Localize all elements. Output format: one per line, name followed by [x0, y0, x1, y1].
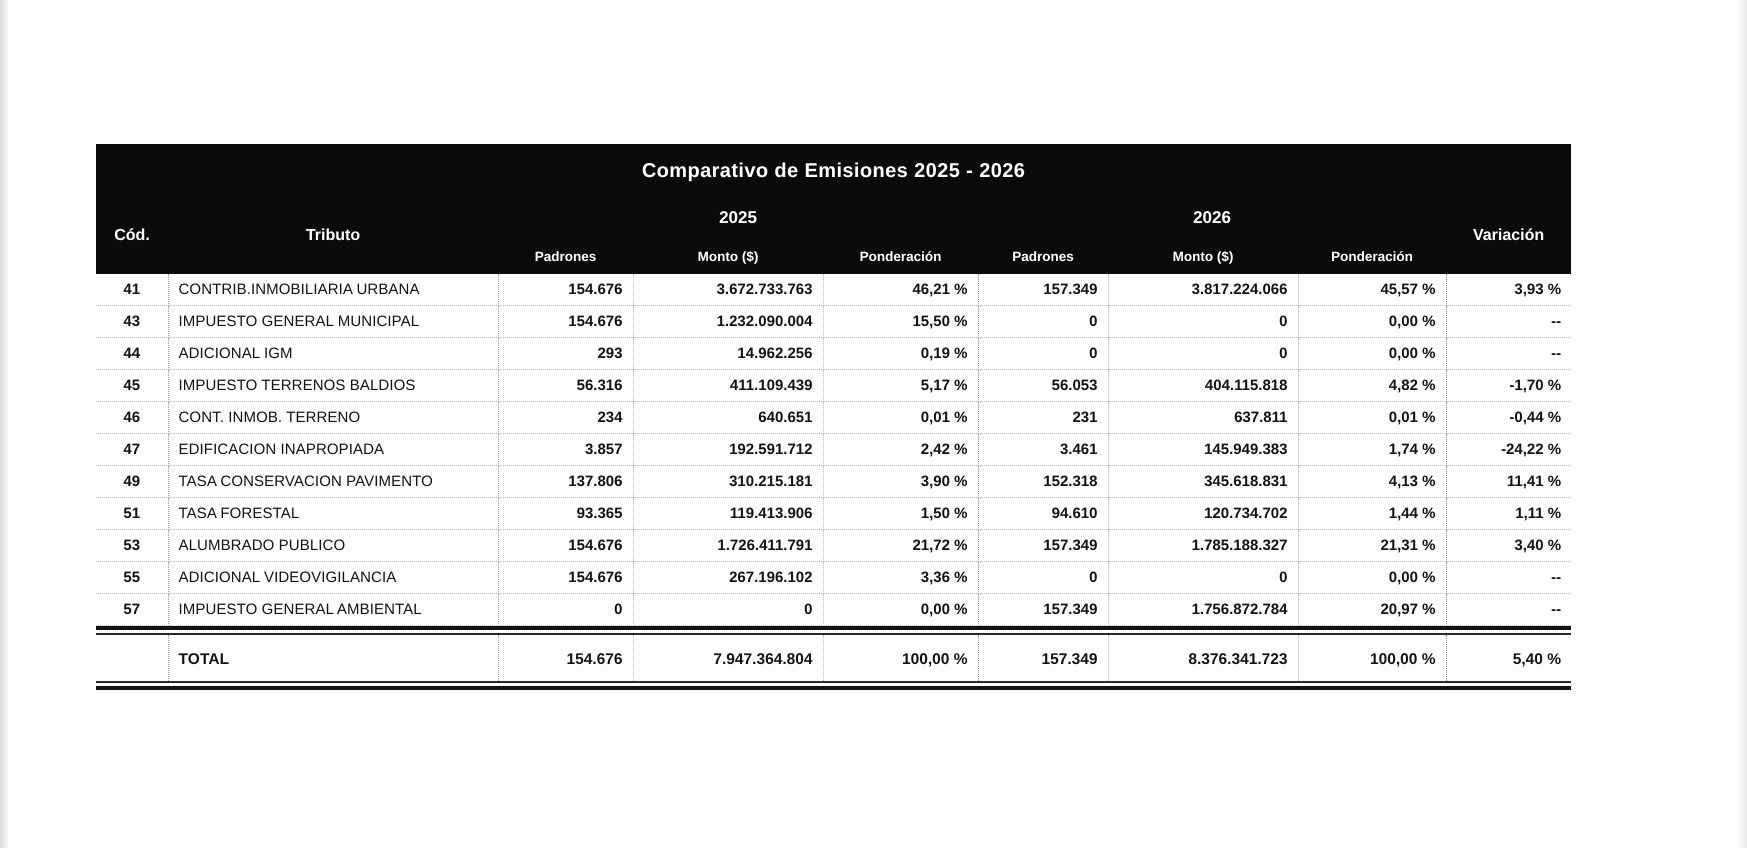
header-group-row	[96, 198, 1571, 238]
cell-padrones-2026: 94.610	[978, 498, 1108, 530]
emisiones-total-table	[96, 635, 1571, 681]
total-cell-monto-2026: 8.376.341.723	[1108, 635, 1298, 681]
cell-ponderacion-2026: 0,00 %	[1298, 306, 1446, 338]
total-row-body	[96, 635, 1571, 681]
cell-monto-2025: 192.591.712	[633, 434, 823, 466]
cell-ponderacion-2025: 21,72 %	[823, 530, 978, 562]
cell-cod: 45	[96, 370, 168, 402]
column-header-tributo: Tributo	[168, 198, 498, 274]
cell-variacion: -24,22 %	[1446, 434, 1571, 466]
cell-monto-2025: 267.196.102	[633, 562, 823, 594]
cell-monto-2026: 345.618.831	[1108, 466, 1298, 498]
cell-padrones-2026: 0	[978, 562, 1108, 594]
cell-padrones-2025: 0	[498, 594, 633, 626]
column-header-ponderacion-2025: Ponderación	[823, 238, 978, 274]
scan-edge-right	[1737, 0, 1747, 848]
cell-padrones-2025: 154.676	[498, 274, 633, 306]
cell-cod: 47	[96, 434, 168, 466]
cell-ponderacion-2026: 45,57 %	[1298, 274, 1446, 306]
table-row	[96, 338, 1571, 370]
column-header-ponderacion-2026: Ponderación	[1298, 238, 1446, 274]
total-cell-tributo: TOTAL	[168, 635, 498, 681]
cell-monto-2026: 404.115.818	[1108, 370, 1298, 402]
cell-variacion: -0,44 %	[1446, 402, 1571, 434]
cell-ponderacion-2025: 2,42 %	[823, 434, 978, 466]
cell-tributo: CONTRIB.INMOBILIARIA URBANA	[168, 274, 498, 306]
cell-padrones-2025: 234	[498, 402, 633, 434]
cell-padrones-2025: 154.676	[498, 530, 633, 562]
cell-padrones-2025: 56.316	[498, 370, 633, 402]
cell-padrones-2026: 157.349	[978, 594, 1108, 626]
table-row	[96, 466, 1571, 498]
cell-cod: 44	[96, 338, 168, 370]
cell-monto-2025: 0	[633, 594, 823, 626]
cell-cod: 53	[96, 530, 168, 562]
table-row	[96, 530, 1571, 562]
total-cell-cod	[96, 635, 168, 681]
cell-monto-2025: 1.232.090.004	[633, 306, 823, 338]
cell-ponderacion-2025: 0,01 %	[823, 402, 978, 434]
cell-ponderacion-2025: 1,50 %	[823, 498, 978, 530]
cell-padrones-2026: 56.053	[978, 370, 1108, 402]
total-cell-ponderacion-2026: 100,00 %	[1298, 635, 1446, 681]
column-header-year-2025: 2025	[498, 198, 978, 238]
cell-padrones-2026: 0	[978, 338, 1108, 370]
cell-variacion: -1,70 %	[1446, 370, 1571, 402]
cell-padrones-2026: 157.349	[978, 274, 1108, 306]
bottom-rule-thick	[96, 686, 1571, 690]
emisiones-table-container	[96, 144, 1571, 690]
scan-edge-left	[0, 0, 10, 848]
cell-monto-2025: 1.726.411.791	[633, 530, 823, 562]
cell-padrones-2026: 157.349	[978, 530, 1108, 562]
cell-variacion: --	[1446, 306, 1571, 338]
cell-variacion: 1,11 %	[1446, 498, 1571, 530]
cell-tributo: IMPUESTO GENERAL MUNICIPAL	[168, 306, 498, 338]
cell-monto-2025: 411.109.439	[633, 370, 823, 402]
cell-tributo: ALUMBRADO PUBLICO	[168, 530, 498, 562]
cell-monto-2025: 119.413.906	[633, 498, 823, 530]
cell-ponderacion-2025: 5,17 %	[823, 370, 978, 402]
column-header-monto-2025: Monto ($)	[633, 238, 823, 274]
total-cell-monto-2025: 7.947.364.804	[633, 635, 823, 681]
total-cell-padrones-2025: 154.676	[498, 635, 633, 681]
table-row	[96, 274, 1571, 306]
cell-monto-2026: 145.949.383	[1108, 434, 1298, 466]
cell-monto-2026: 120.734.702	[1108, 498, 1298, 530]
column-header-padrones-2025: Padrones	[498, 238, 633, 274]
cell-padrones-2025: 137.806	[498, 466, 633, 498]
cell-tributo: TASA FORESTAL	[168, 498, 498, 530]
cell-cod: 51	[96, 498, 168, 530]
cell-ponderacion-2026: 4,82 %	[1298, 370, 1446, 402]
cell-monto-2026: 0	[1108, 306, 1298, 338]
cell-variacion: --	[1446, 562, 1571, 594]
cell-tributo: TASA CONSERVACION PAVIMENTO	[168, 466, 498, 498]
cell-padrones-2026: 3.461	[978, 434, 1108, 466]
cell-monto-2025: 3.672.733.763	[633, 274, 823, 306]
total-cell-padrones-2026: 157.349	[978, 635, 1108, 681]
column-header-variacion: Variación	[1446, 198, 1571, 274]
cell-monto-2025: 310.215.181	[633, 466, 823, 498]
cell-ponderacion-2025: 3,36 %	[823, 562, 978, 594]
cell-monto-2026: 1.756.872.784	[1108, 594, 1298, 626]
cell-cod: 57	[96, 594, 168, 626]
total-cell-variacion: 5,40 %	[1512, 651, 1561, 668]
table-row	[96, 594, 1571, 626]
cell-variacion: 11,41 %	[1446, 466, 1571, 498]
cell-ponderacion-2026: 4,13 %	[1298, 466, 1446, 498]
total-cell-ponderacion-2025: 100,00 %	[823, 635, 978, 681]
cell-ponderacion-2026: 0,00 %	[1298, 562, 1446, 594]
cell-padrones-2025: 154.676	[498, 562, 633, 594]
cell-padrones-2026: 231	[978, 402, 1108, 434]
emisiones-table	[96, 144, 1571, 626]
cell-variacion: 3,93 %	[1446, 274, 1571, 306]
cell-padrones-2025: 293	[498, 338, 633, 370]
cell-monto-2025: 14.962.256	[633, 338, 823, 370]
table-row	[96, 562, 1571, 594]
cell-cod: 43	[96, 306, 168, 338]
column-header-cod: Cód.	[96, 198, 168, 274]
cell-cod: 46	[96, 402, 168, 434]
cell-cod: 55	[96, 562, 168, 594]
cell-monto-2026: 637.811	[1108, 402, 1298, 434]
cell-tributo: EDIFICACION INAPROPIADA	[168, 434, 498, 466]
table-title-row	[96, 144, 1571, 198]
cell-tributo: ADICIONAL VIDEOVIGILANCIA	[168, 562, 498, 594]
cell-ponderacion-2025: 0,00 %	[823, 594, 978, 626]
cell-ponderacion-2026: 1,44 %	[1298, 498, 1446, 530]
column-header-padrones-2026: Padrones	[978, 238, 1108, 274]
column-header-year-2026: 2026	[978, 198, 1446, 238]
cell-padrones-2026: 152.318	[978, 466, 1108, 498]
cell-variacion: --	[1446, 338, 1571, 370]
cell-tributo: CONT. INMOB. TERRENO	[168, 402, 498, 434]
cell-ponderacion-2025: 46,21 %	[823, 274, 978, 306]
cell-padrones-2026: 0	[978, 306, 1108, 338]
table-body	[96, 274, 1571, 626]
cell-ponderacion-2026: 1,74 %	[1298, 434, 1446, 466]
cell-monto-2025: 640.651	[633, 402, 823, 434]
cell-variacion: 3,40 %	[1446, 530, 1571, 562]
table-row	[96, 402, 1571, 434]
cell-monto-2026: 0	[1108, 338, 1298, 370]
cell-padrones-2025: 3.857	[498, 434, 633, 466]
cell-variacion: --	[1446, 594, 1571, 626]
cell-monto-2026: 3.817.224.066	[1108, 274, 1298, 306]
cell-ponderacion-2026: 0,00 %	[1298, 338, 1446, 370]
cell-ponderacion-2025: 15,50 %	[823, 306, 978, 338]
cell-tributo: IMPUESTO TERRENOS BALDIOS	[168, 370, 498, 402]
cell-ponderacion-2026: 21,31 %	[1298, 530, 1446, 562]
cell-tributo: ADICIONAL IGM	[168, 338, 498, 370]
cell-cod: 41	[96, 274, 168, 306]
cell-ponderacion-2026: 20,97 %	[1298, 594, 1446, 626]
table-row	[96, 306, 1571, 338]
cell-monto-2026: 1.785.188.327	[1108, 530, 1298, 562]
cell-tributo: IMPUESTO GENERAL AMBIENTAL	[168, 594, 498, 626]
total-row	[96, 635, 1571, 681]
cell-ponderacion-2025: 0,19 %	[823, 338, 978, 370]
table-row	[96, 434, 1571, 466]
cell-cod: 49	[96, 466, 168, 498]
document-title: Comparativo de Emisiones 2025 - 2026	[96, 144, 1571, 198]
cell-padrones-2025: 93.365	[498, 498, 633, 530]
cell-ponderacion-2026: 0,01 %	[1298, 402, 1446, 434]
table-row	[96, 498, 1571, 530]
table-row	[96, 370, 1571, 402]
table-header	[96, 144, 1571, 274]
cell-monto-2026: 0	[1108, 562, 1298, 594]
column-header-monto-2026: Monto ($)	[1108, 238, 1298, 274]
cell-ponderacion-2025: 3,90 %	[823, 466, 978, 498]
cell-padrones-2025: 154.676	[498, 306, 633, 338]
